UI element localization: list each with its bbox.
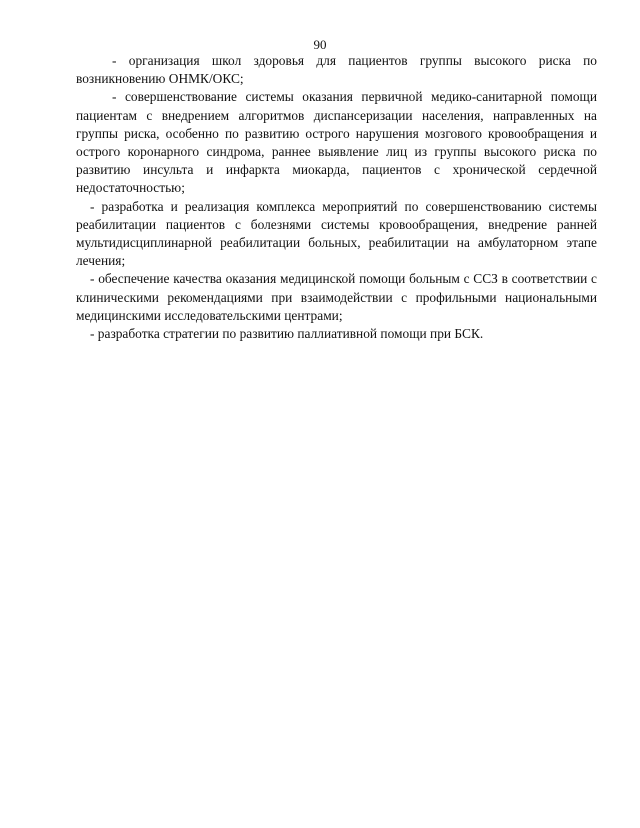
document-body — [76, 52, 597, 343]
paragraph-quality-of-care: - обеспечение качества оказания медицинской помощи больным с ССЗ в соответствии с клиническими рекомендациями при взаимодействии с профильными национальными медицинскими исследовательскими центрами; — [76, 271, 597, 323]
paragraph-palliative-care: - разработка стратегии по развитию паллиативной помощи при БСК. — [90, 326, 484, 342]
paragraph-health-schools: - организация школ здоровья для пациентов группы высокого риска по возникновению ОНМК/ОКС; — [76, 53, 597, 87]
paragraph-primary-care: - совершенствование системы оказания первичной медико-санитарной помощи пациентам с внедрением алгоритмов диспансеризации населения, направленных на группы риска, особенно по развитию острого нарушения мозгового кровообращения и острого коронарного синдрома, раннее выявление лиц из группы высокого риска по развитию инсульта и инфаркта миокарда, пациентов с хронической сердечной недостаточностью; — [76, 89, 597, 196]
page-number: 90 — [313, 37, 327, 52]
paragraph-rehabilitation: - разработка и реализация комплекса мероприятий по совершенствованию системы реабилитации пациентов с болезнями системы кровообращения, внедрение ранней мультидисциплинарной реабилитации больных, реабилитации на амбулаторном этапе лечения; — [76, 198, 597, 269]
